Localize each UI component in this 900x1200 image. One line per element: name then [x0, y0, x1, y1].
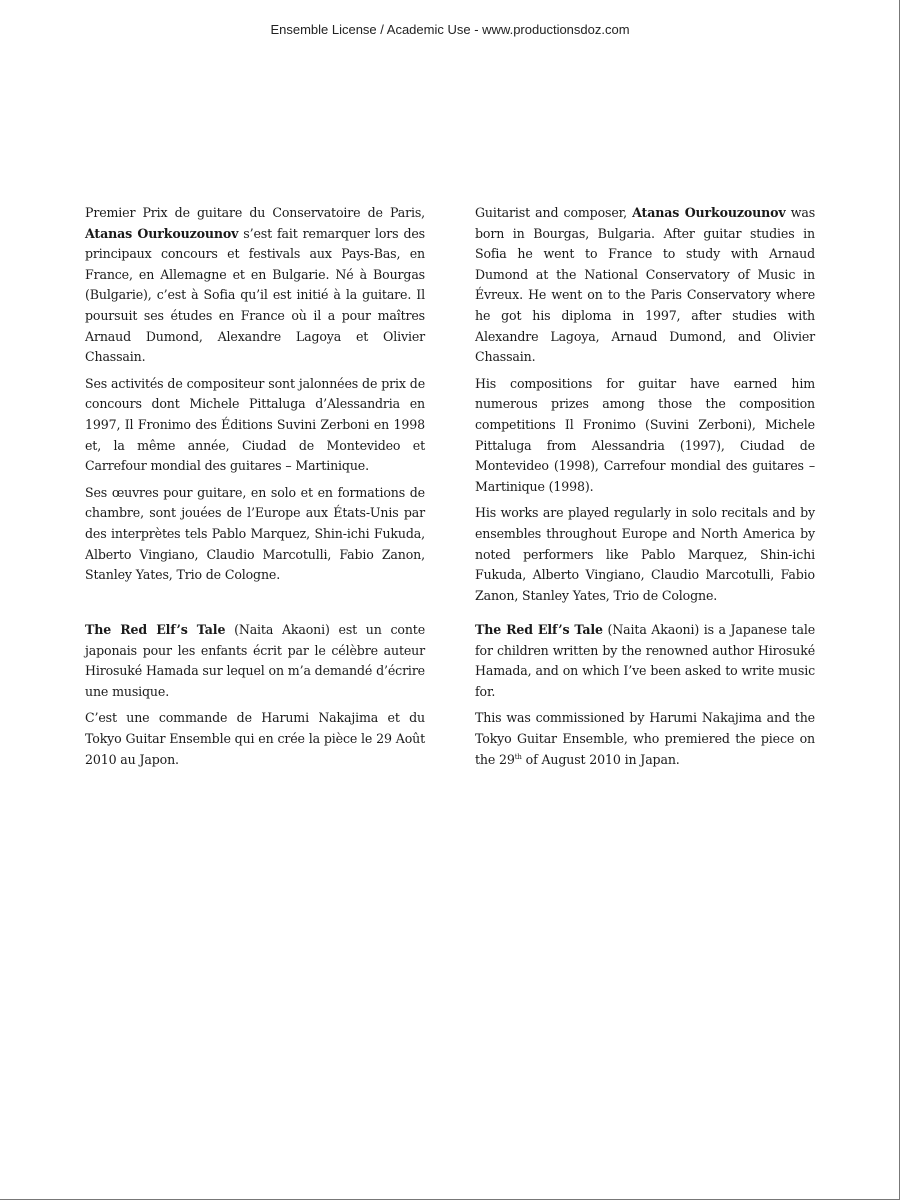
work-fr-p1-rest: (Naita Akaoni) est un conte japonais pour les enfants écrit par le célèbre auteur Hirosuké Hamada sur lequel on m’a demandé d’écrire une musique. — [85, 622, 425, 699]
work-en-paragraph-1 — [475, 620, 815, 702]
bio-english-column — [475, 203, 815, 612]
work-en-p1-rest: (Naita Akaoni) is a Japanese tale for children written by the renowned author Hirosuké Hamada, and on which I’ve been asked to write music for. — [475, 622, 816, 699]
bio-en-paragraph-3: His works are played regularly in solo recitals and by ensembles throughout Europe and North America by noted performers like Pablo Marquez, Shin-ichi Fukuda, Alberto Vingiano, Claudio Marcotulli, Fabio Zanon, Stanley Yates, Trio de Cologne. — [475, 505, 815, 603]
bio-en-paragraph-1 — [475, 203, 815, 368]
ordinal-suffix: th — [514, 752, 522, 761]
bio-fr-p1-rest: s’est fait remarquer lors des principaux concours et festivals aux Pays-Bas, en France, en Allemagne et en Bulgarie. Né à Bourgas (Bulgarie), c’est à Sofia qu’il est initié à la guitare. Il poursuit ses études en France où il a pour maîtres Arnaud Dumond, Alexandre Lagoya et Olivier Chassain. — [85, 225, 425, 365]
work-french-column — [85, 620, 425, 776]
work-en-p2-rest: of August 2010 in Japan. — [521, 751, 680, 767]
composer-name-en: Atanas Ourkouzounov — [632, 205, 786, 220]
bio-fr-p1-intro: Premier Prix de guitare du Conservatoire de Paris, — [85, 205, 425, 220]
composer-name-fr: Atanas Ourkouzounov — [85, 225, 239, 241]
bio-en-p1-rest: was born in Bourgas, Bulgaria. After guitar studies in Sofia he went to France to study with Arnaud Dumond at the National Conservatory of Music in Évreux. He went on to the Paris Conservatory where he got his diploma in 1997, after studies with Alexandre Lagoya, Arnaud Dumond, and Olivier Chassain. — [475, 205, 816, 365]
bio-fr-paragraph-2: Ses activités de compositeur sont jalonnées de prix de concours dont Michele Pittaluga d’Alessandria en 1997, Il Fronimo des Éditions Suvini Zerboni en 1998 et, la même année, Ciudad de Montevideo et Carrefour mondial des guitares – Martinique. — [85, 375, 425, 474]
work-en-p2-intro: This was commissioned by Harumi Nakajima and the Tokyo Guitar Ensemble, who premiered the piece on the 29 — [475, 710, 815, 767]
bio-fr-paragraph-1 — [85, 203, 425, 368]
bio-french-column — [85, 203, 425, 592]
work-title-fr: The Red Elf’s Tale — [85, 622, 226, 637]
work-english-column — [475, 620, 815, 776]
work-fr-paragraph-1 — [85, 620, 425, 702]
work-en-paragraph-2 — [475, 708, 815, 770]
work-fr-paragraph-2: C’est une commande de Harumi Nakajima et du Tokyo Guitar Ensemble qui en crée la pièce le 29 Août 2010 au Japon. — [85, 710, 425, 767]
bio-en-paragraph-2: His compositions for guitar have earned him numerous prizes among those the composition competitions Il Fronimo (Suvini Zerboni), Michele Pittaluga from Alessandria (1997), Ciudad de Montevideo (1998), Carrefour mondial des guitares – Martinique (1998). — [475, 375, 815, 494]
bio-fr-paragraph-3: Ses œuvres pour guitare, en solo et en formations de chambre, sont jouées de l’Europe aux États-Unis par des interprètes tels Pablo Marquez, Shin-ichi Fukuda, Alberto Vingiano, Claudio Marcotulli, Fabio Zanon, Stanley Yates, Trio de Cologne. — [85, 484, 425, 583]
bio-en-p1-intro: Guitarist and composer, — [475, 205, 633, 220]
work-title-en: The Red Elf’s Tale — [475, 622, 603, 637]
license-header: Ensemble License / Academic Use - www.productionsdoz.com — [270, 22, 630, 37]
